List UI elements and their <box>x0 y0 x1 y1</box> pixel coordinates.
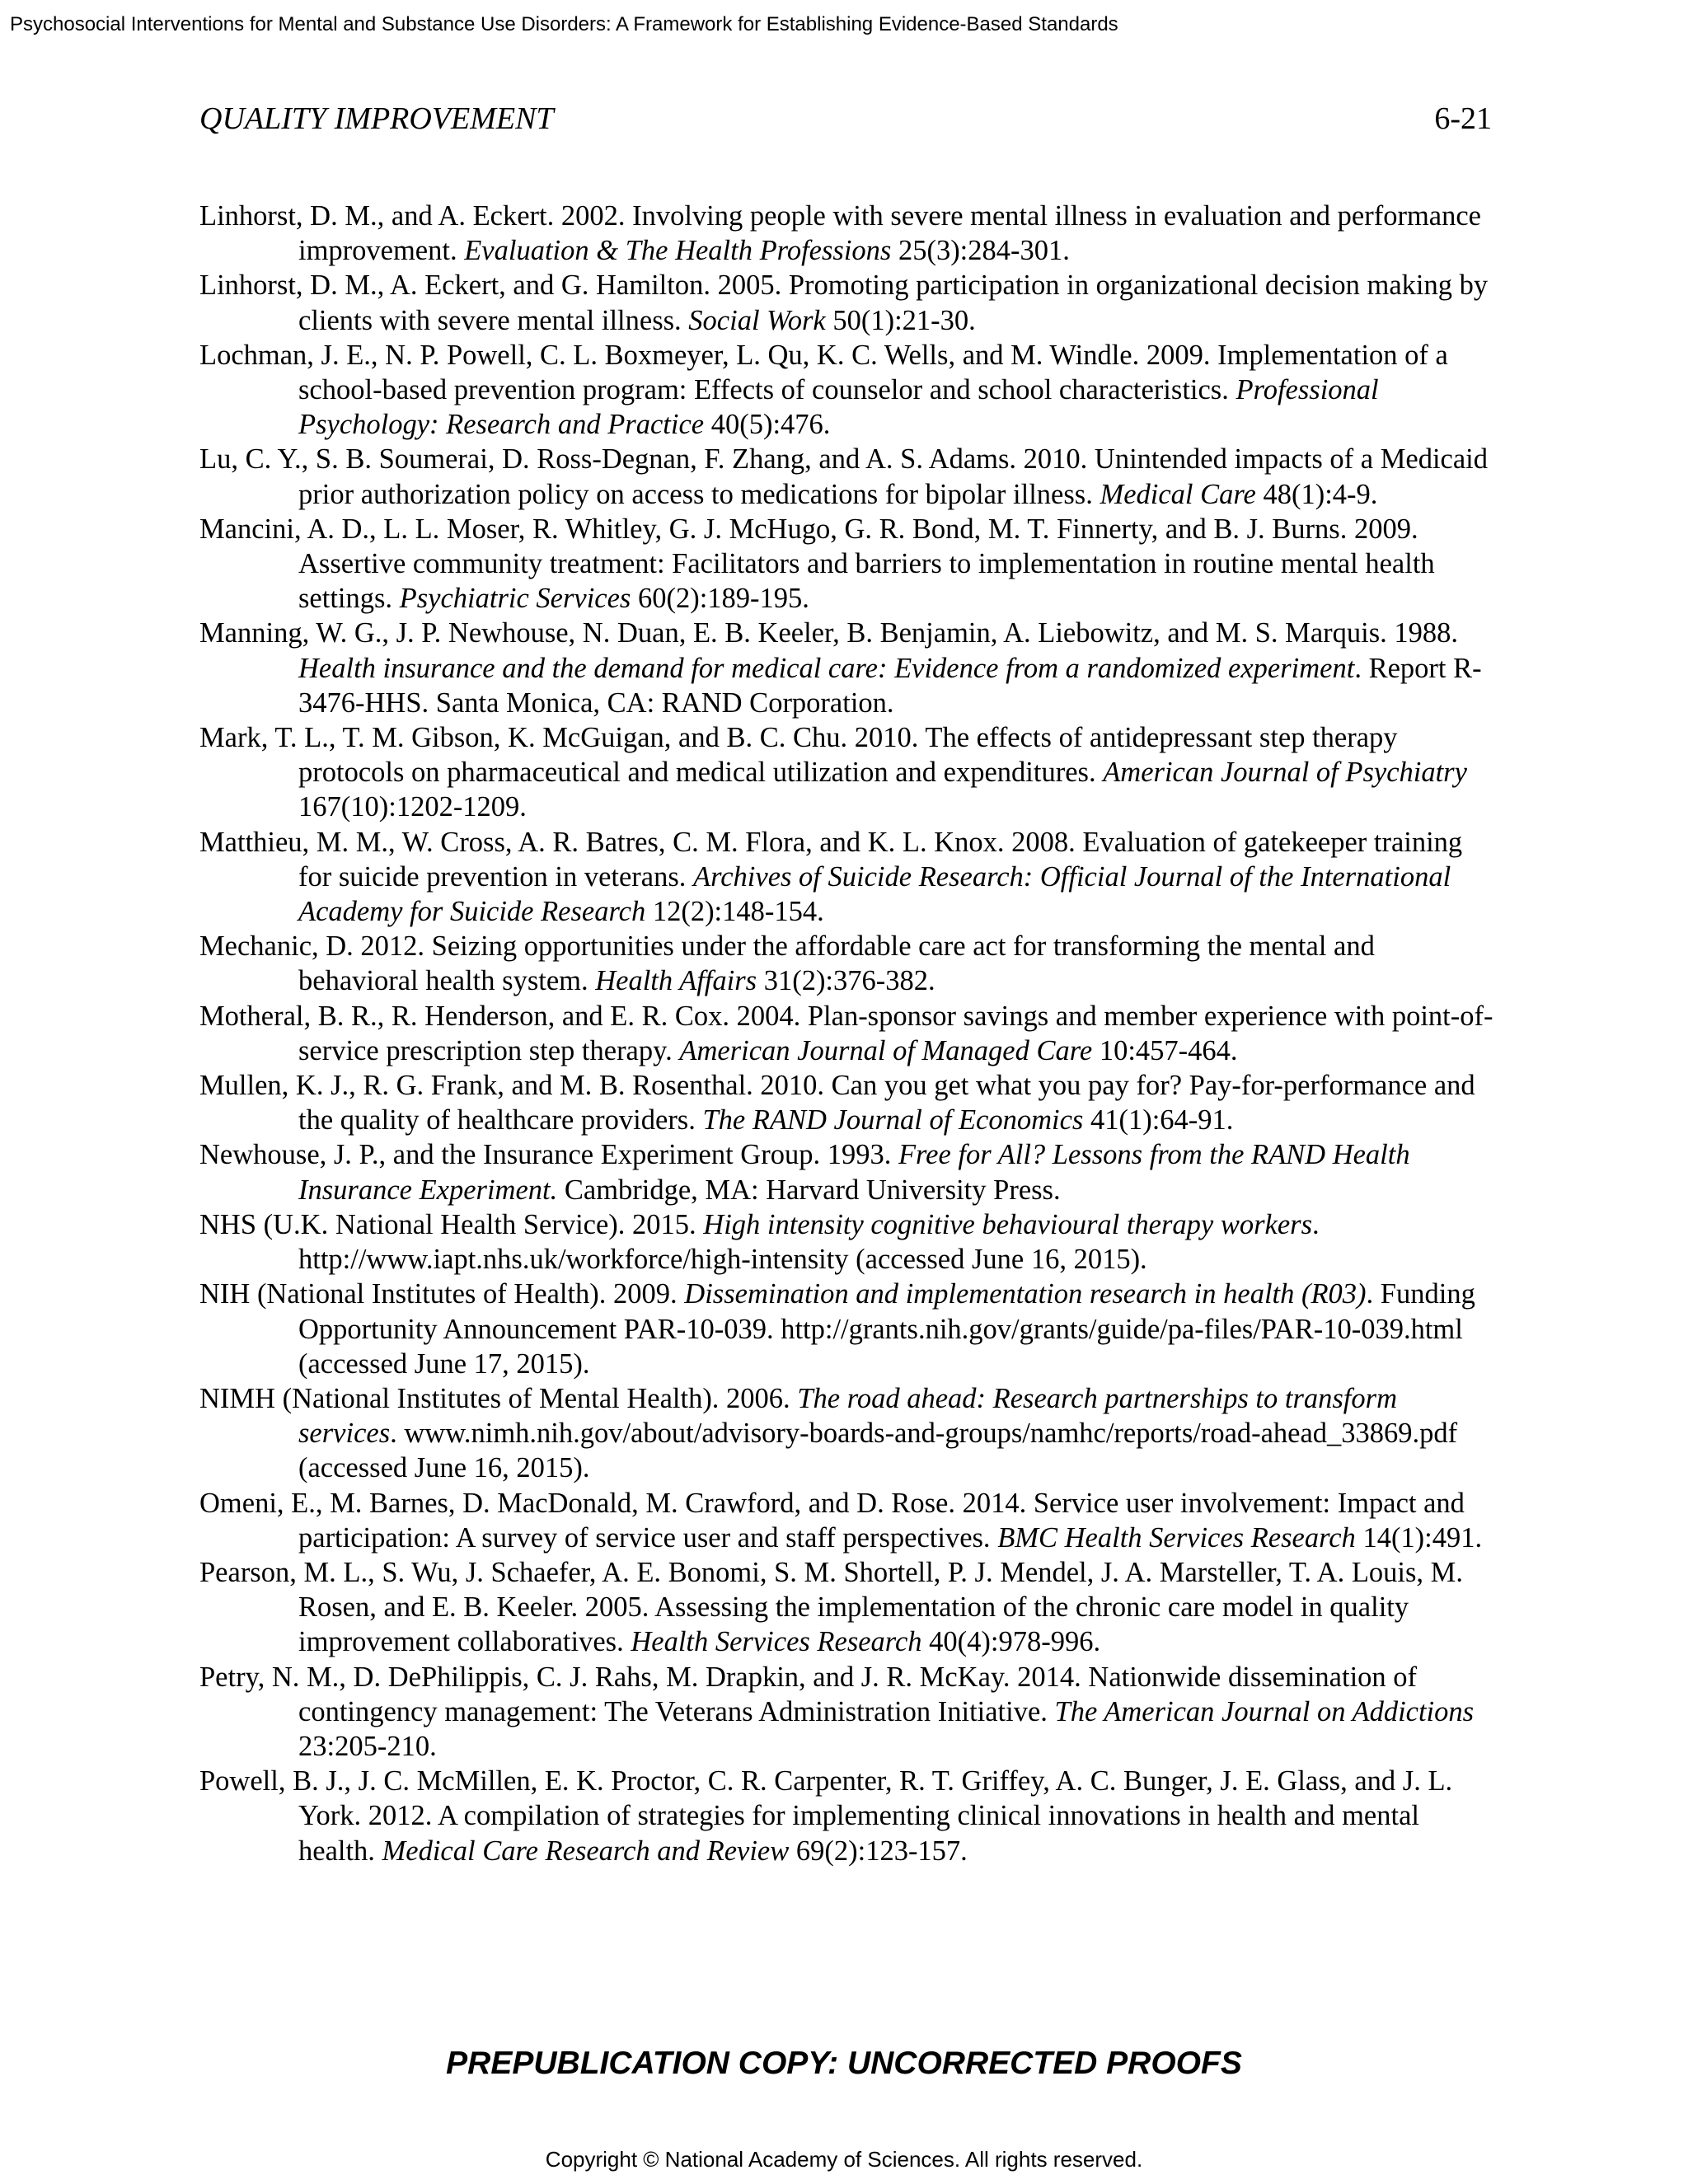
reference-text: Lochman, J. E., N. P. Powell, C. L. Boxmeyer, L. Qu, K. C. Wells, and M. Windle. 2009. Implementation of a school-based prevention program: Effects of counselor and school characteristics. <box>199 339 1448 406</box>
reference-text: Mancini, A. D., L. L. Moser, R. Whitley, G. J. McHugo, G. R. Bond, M. T. Finnerty, and B. J. Burns. 2009. Assertive community treatment: Facilitators and barriers to implementation in routine mental health settings. <box>199 513 1435 615</box>
prepublication-notice: PREPUBLICATION COPY: UNCORRECTED PROOFS <box>446 2046 1242 2081</box>
reference-details: 60(2):189-195. <box>631 583 809 615</box>
reference-details: . Funding Opportunity Announcement PAR-10-039. http://grants.nih.gov/grants/guide/pa-files/PAR-10-039.html (accessed June 17, 2015). <box>298 1278 1475 1380</box>
reference-details: 12(2):148-154. <box>645 896 824 928</box>
reference-text: Newhouse, J. P., and the Insurance Experiment Group. 1993. <box>199 1139 898 1171</box>
reference-text: Mullen, K. J., R. G. Frank, and M. B. Rosenthal. 2010. Can you get what you pay for? Pay-for-performance and the quality of healthcare providers. <box>199 1070 1475 1137</box>
reference-source: BMC Health Services Research <box>997 1521 1356 1554</box>
reference-text: Motheral, B. R., R. Henderson, and E. R. Cox. 2004. Plan-sponsor savings and member experience with point-of-service prescription step therapy. <box>199 1000 1493 1066</box>
reference-list <box>199 199 1502 1868</box>
section-title: QUALITY IMPROVEMENT <box>199 101 554 136</box>
reference-details: Cambridge, MA: Harvard University Press. <box>557 1174 1061 1206</box>
reference-text: NHS (U.K. National Health Service). 2015. <box>199 1208 704 1240</box>
reference-text: Pearson, M. L., S. Wu, J. Schaefer, A. E. Bonomi, S. M. Shortell, P. J. Mendel, J. A. Marsteller, T. A. Louis, M. Rosen, and E. B. Keeler. 2005. Assessing the implementation of the chronic care model in quality improvement collaboratives. <box>199 1556 1463 1658</box>
reference-entry <box>199 1068 1502 1137</box>
reference-entry <box>199 512 1502 616</box>
reference-text: NIH (National Institutes of Health). 2009. <box>199 1278 685 1310</box>
reference-details: 69(2):123-157. <box>789 1835 968 1867</box>
reference-details: 14(1):491. <box>1355 1521 1483 1554</box>
running-head <box>199 99 1492 138</box>
reference-text: Mechanic, D. 2012. Seizing opportunities under the affordable care act for transforming the mental and behavioral health system. <box>199 930 1375 997</box>
reference-text: Manning, W. G., J. P. Newhouse, N. Duan, E. B. Keeler, B. Benjamin, A. Liebowitz, and M. S. Marquis. 1988. <box>199 617 1459 649</box>
reference-entry <box>199 1207 1502 1277</box>
reference-source: The American Journal on Addictions <box>1054 1695 1475 1727</box>
reference-text: Lu, C. Y., S. B. Soumerai, D. Ross-Degnan, F. Zhang, and A. S. Adams. 2010. Unintended impacts of a Medicaid prior authorization policy on access to medications for bipolar illness. <box>199 443 1489 510</box>
reference-source: Medical Care Research and Review <box>382 1835 790 1867</box>
reference-details: 31(2):376-382. <box>757 965 935 997</box>
reference-source: The road ahead: Research partnerships to transform services <box>298 1382 1397 1450</box>
reference-source: Free for All? Lessons from the RAND Health Insurance Experiment. <box>298 1139 1410 1206</box>
reference-entry <box>199 1137 1502 1207</box>
reference-text: Powell, B. J., J. C. McMillen, E. K. Proctor, C. R. Carpenter, R. T. Griffey, A. C. Bunger, J. E. Glass, and J. L. York. 2012. A compilation of strategies for implementing clinical innovations in health and mental health. <box>199 1765 1453 1867</box>
reference-text: Petry, N. M., D. DePhilippis, C. J. Rahs, M. Drapkin, and J. R. McKay. 2014. Nationwide dissemination of contingency management: The Veterans Administration Initiative. <box>199 1661 1418 1727</box>
reference-source: American Journal of Psychiatry <box>1103 757 1467 789</box>
reference-details: 10:457-464. <box>1092 1034 1238 1066</box>
reference-entry <box>199 616 1502 720</box>
reference-details: 23:205-210. <box>298 1730 437 1762</box>
reference-source: Social Work <box>688 304 826 336</box>
document-banner-title: Psychosocial Interventions for Mental and Substance Use Disorders: A Framework for Establishing Evidence-Based Standards <box>10 13 1118 35</box>
reference-details: 40(4):978-996. <box>921 1626 1101 1658</box>
reference-source: The RAND Journal of Economics <box>702 1104 1084 1137</box>
page-number: 6-21 <box>1434 101 1492 136</box>
reference-source: Medical Care <box>1100 478 1256 510</box>
reference-text: Matthieu, M. M., W. Cross, A. R. Batres, C. M. Flora, and K. L. Knox. 2008. Evaluation of gatekeeper training for suicide prevention in veterans. <box>199 826 1463 893</box>
reference-details: 41(1):64-91. <box>1083 1104 1234 1137</box>
reference-entry <box>199 1764 1502 1868</box>
reference-entry <box>199 999 1502 1068</box>
reference-text: NIMH (National Institutes of Mental Health). 2006. <box>199 1382 798 1414</box>
reference-entry <box>199 929 1502 998</box>
reference-entry <box>199 1277 1502 1381</box>
reference-details: 48(1):4-9. <box>1255 478 1378 510</box>
reference-entry <box>199 338 1502 443</box>
reference-text: Linhorst, D. M., and A. Eckert. 2002. Involving people with severe mental illness in evaluation and performance improvement. <box>199 200 1481 267</box>
reference-details: 40(5):476. <box>704 409 831 441</box>
reference-entry <box>199 442 1502 511</box>
reference-entry <box>199 268 1502 337</box>
reference-entry <box>199 1486 1502 1555</box>
copyright-notice: Copyright © National Academy of Sciences. All rights reserved. <box>545 2147 1143 2172</box>
reference-source: Health Services Research <box>631 1626 922 1658</box>
reference-details: 25(3):284-301. <box>891 235 1070 267</box>
reference-source: Health insurance and the demand for medical care: Evidence from a randomized experiment <box>298 652 1355 684</box>
reference-entry <box>199 720 1502 825</box>
reference-details: . http://www.iapt.nhs.uk/workforce/high-intensity (accessed June 16, 2015). <box>298 1208 1320 1276</box>
reference-entry <box>199 199 1502 268</box>
reference-text: Mark, T. L., T. M. Gibson, K. McGuigan, and B. C. Chu. 2010. The effects of antidepressant step therapy protocols on pharmaceutical and medical utilization and expenditures. <box>199 722 1398 789</box>
reference-source: Health Affairs <box>595 965 757 997</box>
reference-source: Psychiatric Services <box>399 583 631 615</box>
reference-source: American Journal of Managed Care <box>679 1034 1093 1066</box>
reference-source: Archives of Suicide Research: Official Journal of the International Academy for Suicide Research <box>298 860 1451 928</box>
reference-details: 50(1):21-30. <box>825 304 976 336</box>
reference-entry <box>199 1381 1502 1486</box>
reference-details: . www.nimh.nih.gov/about/advisory-boards-and-groups/namhc/reports/road-ahead_33869.pdf (accessed June 16, 2015). <box>298 1418 1458 1484</box>
reference-details: . Report R-3476-HHS. Santa Monica, CA: RAND Corporation. <box>298 652 1482 719</box>
reference-details: 167(10):1202-1209. <box>298 791 527 823</box>
reference-source: Professional Psychology: Research and Practice <box>298 374 1379 441</box>
reference-text: Omeni, E., M. Barnes, D. MacDonald, M. Crawford, and D. Rose. 2014. Service user involvement: Impact and participation: A survey of service user and staff perspectives. <box>199 1487 1465 1554</box>
reference-entry <box>199 825 1502 930</box>
reference-text: Linhorst, D. M., A. Eckert, and G. Hamilton. 2005. Promoting participation in organizational decision making by clients with severe mental illness. <box>199 269 1489 336</box>
reference-entry <box>199 1660 1502 1765</box>
reference-entry <box>199 1555 1502 1660</box>
reference-source: High intensity cognitive behavioural therapy workers <box>703 1208 1313 1240</box>
reference-source: Dissemination and implementation research in health (R03) <box>684 1278 1367 1310</box>
reference-source: Evaluation & The Health Professions <box>464 235 892 267</box>
